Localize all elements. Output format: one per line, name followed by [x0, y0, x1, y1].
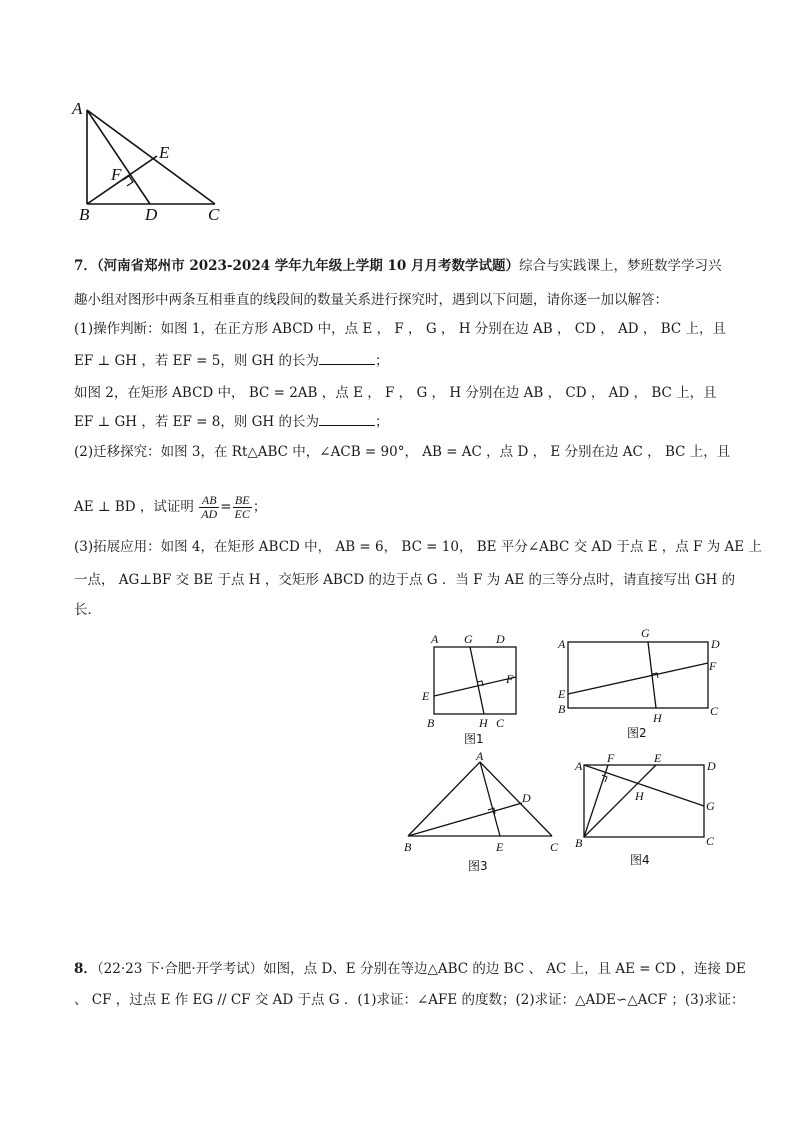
fig3-label-d: D [522, 791, 531, 805]
fig2-label-g: G [641, 626, 650, 640]
fig3-label-c: C [550, 840, 559, 854]
fig2-label-f: F [709, 659, 717, 673]
fig3-label-a: A [476, 749, 484, 763]
fig2-caption: 图2 [627, 726, 647, 740]
segment-gh [470, 647, 484, 714]
fig4-label-c: C [706, 834, 715, 848]
figure-4-rectangle [572, 752, 722, 878]
segment-ef [434, 677, 516, 696]
fig2-label-b: B [558, 702, 566, 716]
segment-bd [408, 803, 522, 836]
segment-ag [584, 765, 704, 806]
fig2-label-e: E [558, 687, 566, 701]
fig4-label-d: D [707, 759, 716, 773]
q8-line-2: 、 CF ，过点 E 作 EG // CF 交 AD 于点 G ．(1)求证：∠AFE 的度数；(2)求证：△ADE∽△ACF ；(3)求证： [74, 992, 745, 1008]
fig3-caption: 图3 [468, 859, 488, 873]
q7-part1-line-1: (1)操作判断：如图 1，在正方形 ABCD 中，点 E ， F ， G ， H 分别在边 AB ， CD ， AD ， BC 上，且 [74, 321, 726, 337]
q7-source: （河南省郑州市 2023-2024 学年九年级上学期 10 月月考数学试题） [96, 258, 519, 274]
segment-ac [480, 762, 552, 836]
fig3-label-b: B [404, 840, 412, 854]
fig1-label-a: A [431, 632, 439, 646]
q7-part3-line-2: 一点， AG⊥BF 交 BE 于点 H ，交矩形 ABCD 的边于点 G ．当 F 为 AE 的三等分点时，请直接写出 GH 的 [74, 572, 736, 588]
q7-part2-text-a: AE ⊥ BD ，试证明 [74, 499, 194, 515]
q7-part3-line-3: 长． [74, 602, 101, 618]
q7-intro-tail: 综合与实践课上，梦班数学学习兴 [519, 258, 722, 274]
fig1-label-g: G [464, 632, 473, 646]
answer-blank-1[interactable] [319, 352, 375, 365]
fig4-label-h: H [635, 789, 644, 803]
fig4-caption: 图4 [630, 853, 650, 867]
fig1-label-d: D [496, 632, 505, 646]
q7-part1-text-a: EF ⊥ GH ，若 EF = 5，则 GH 的长为 [74, 353, 319, 369]
fig4-label-e: E [654, 751, 662, 765]
fig1-label-b: B [427, 716, 435, 730]
figure-triangle-top [70, 96, 230, 226]
label-d: D [145, 205, 158, 224]
fig2-label-h: H [653, 711, 662, 725]
figure-3-triangle [396, 749, 566, 878]
fig1-label-c: C [496, 716, 505, 730]
q7-part2-text-b: ； [252, 499, 267, 515]
fig2-label-c: C [710, 704, 719, 718]
q7-part1-text-c: EF ⊥ GH ，若 EF = 8，则 GH 的长为 [74, 414, 319, 430]
fig4-label-b: B [575, 836, 583, 850]
answer-blank-2[interactable] [319, 413, 375, 426]
q7-line-2: 趣小组对图形中两条互相垂直的线段间的数量关系进行探究时，遇到以下问题，请你逐一加以解答： [74, 292, 668, 308]
fig2-label-a: A [558, 637, 566, 651]
q7-part1-text-d: ； [374, 414, 389, 430]
q7-part2-line-1: (2)迁移探究：如图 3，在 Rt△ABC 中，∠ACB = 90°， AB = AC ，点 D ， E 分别在边 AC ， BC 上，且 [74, 444, 731, 460]
fraction-ab-ad: $\frac{AB}{AD}$ [201, 493, 218, 521]
segment-ef [568, 663, 708, 694]
rectangle-abcd [584, 765, 704, 837]
label-b: B [79, 205, 90, 224]
q8-line-1-text: （22·23 下·合肥·开学考试）如图，点 D、E 分别在等边△ABC 的边 BC 、 AC 上，且 AE = CD ，连接 DE [96, 961, 746, 977]
q7-part2-line-2 [74, 494, 754, 521]
rectangle-abcd [568, 642, 708, 708]
q7-part1-line-2 [74, 352, 754, 370]
figure-1-square [424, 630, 524, 750]
fig3-label-e: E [496, 840, 504, 854]
fig1-caption: 图1 [464, 732, 484, 746]
q7-line-1 [74, 257, 754, 275]
fig1-label-e: E [422, 689, 430, 703]
fig2-label-d: D [711, 637, 720, 651]
segment-ad [87, 110, 150, 204]
segment-be [584, 765, 656, 837]
fig1-label-h: H [479, 716, 488, 730]
fraction-be-ec: $\frac{BE}{EC}$ [234, 493, 250, 521]
equals-sign: = [220, 499, 232, 515]
q8-number: 8． [74, 961, 97, 977]
q8-line-1 [74, 960, 754, 978]
fig4-label-f: F [607, 751, 615, 765]
label-f: F [111, 165, 122, 184]
segment-ab [408, 762, 480, 836]
q7-number: 7． [74, 258, 97, 274]
fig4-label-a: A [575, 759, 583, 773]
q7-part1-line-4 [74, 413, 754, 431]
q7-part3-line-1: (3)拓展应用：如图 4，在矩形 ABCD 中， AB = 6， BC = 10， BE 平分∠ABC 交 AD 于点 E ，点 F 为 AE 上 [74, 539, 762, 555]
fig1-label-f: F [506, 672, 514, 686]
figure-2-rectangle [556, 624, 726, 744]
label-e: E [159, 143, 170, 162]
label-c: C [208, 205, 220, 224]
fig4-label-g: G [706, 799, 715, 813]
label-a: A [72, 99, 83, 118]
q7-part1-text-b: ； [374, 353, 389, 369]
q7-part1-line-3: 如图 2，在矩形 ABCD 中， BC = 2AB ，点 E ， F ， G ， H 分别在边 AB ， CD ， AD ， BC 上，且 [74, 385, 717, 401]
